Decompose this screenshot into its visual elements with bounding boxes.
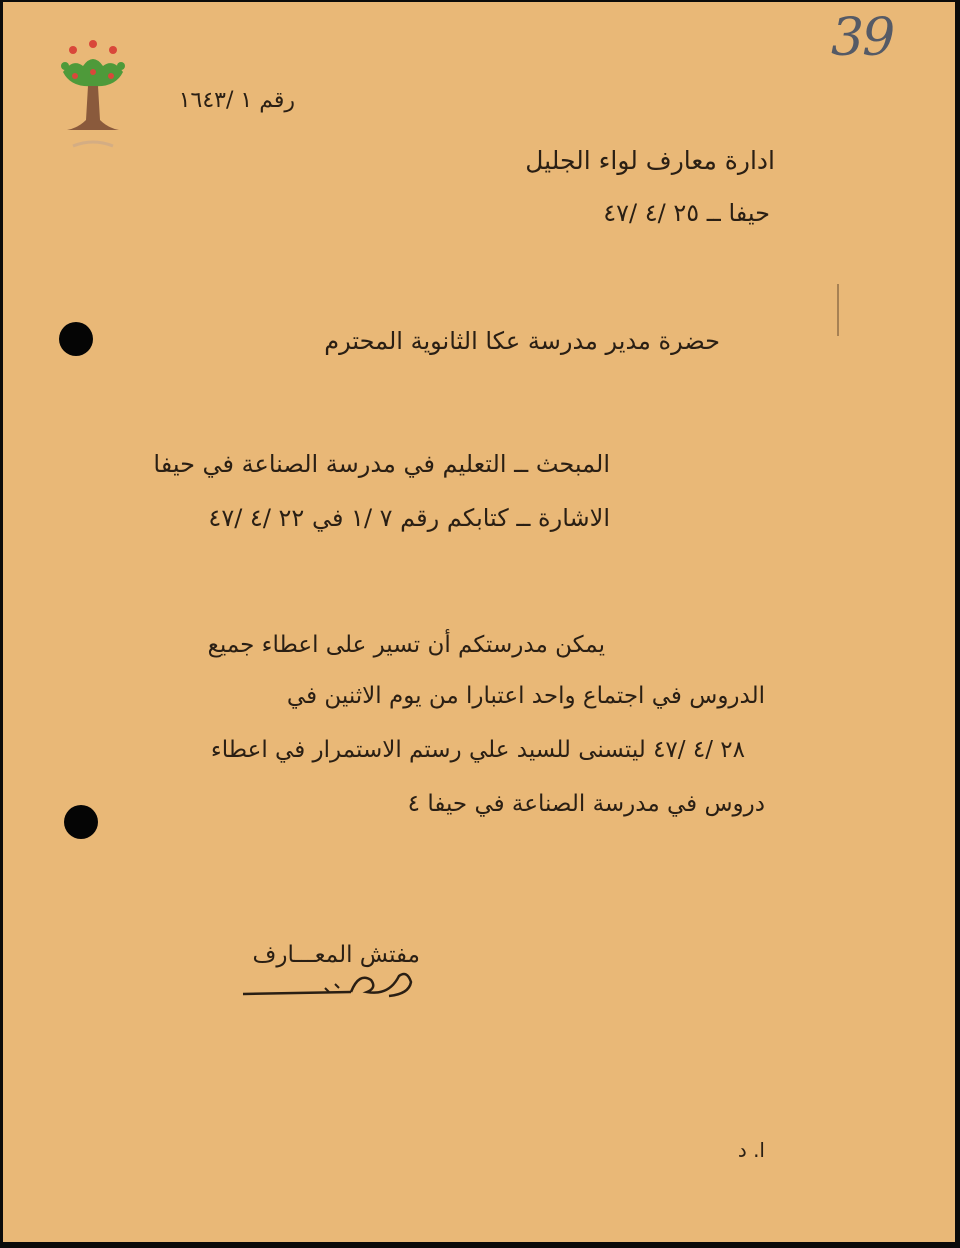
body-line: يمكن مدرستكم أن تسير على اعطاء جميع [207,632,605,658]
body-line: ٢٨ /٤ /٤٧ ليتسنى للسيد علي رستم الاستمرار في اعطاء [210,737,745,763]
body-line: الدروس في اجتماع واحد اعتبارا من يوم الاثنين في [286,683,765,709]
body-line: دروس في مدرسة الصناعة في حيفا ٤ [407,791,765,817]
reference-number: رقم ١ /١٦٤٣ [178,88,295,113]
addressee-line: حضرة مدير مدرسة عكا الثانوية المحترم [324,327,720,355]
subject-line: المبحث ــ التعليم في مدرسة الصناعة في حيفا [153,450,610,478]
document-page [3,2,955,1242]
page-number: 39 [831,8,894,68]
margin-mark [837,284,839,336]
office-name: ادارة معارف لواء الجليل [525,146,775,175]
footer-initials: ا. د [737,1138,765,1162]
reference-line: الاشارة ــ كتابكم رقم ٧ /١ في ٢٢ /٤ /٤٧ [208,504,610,532]
punch-hole-icon [64,805,98,839]
punch-hole-icon [59,322,93,356]
tree-logo-icon [53,36,133,166]
signature-icon [239,962,429,1012]
signature-title: مفتش المعـــارف [252,942,420,968]
date-line: حيفا ــ ٢٥ /٤ /٤٧ [603,199,770,227]
